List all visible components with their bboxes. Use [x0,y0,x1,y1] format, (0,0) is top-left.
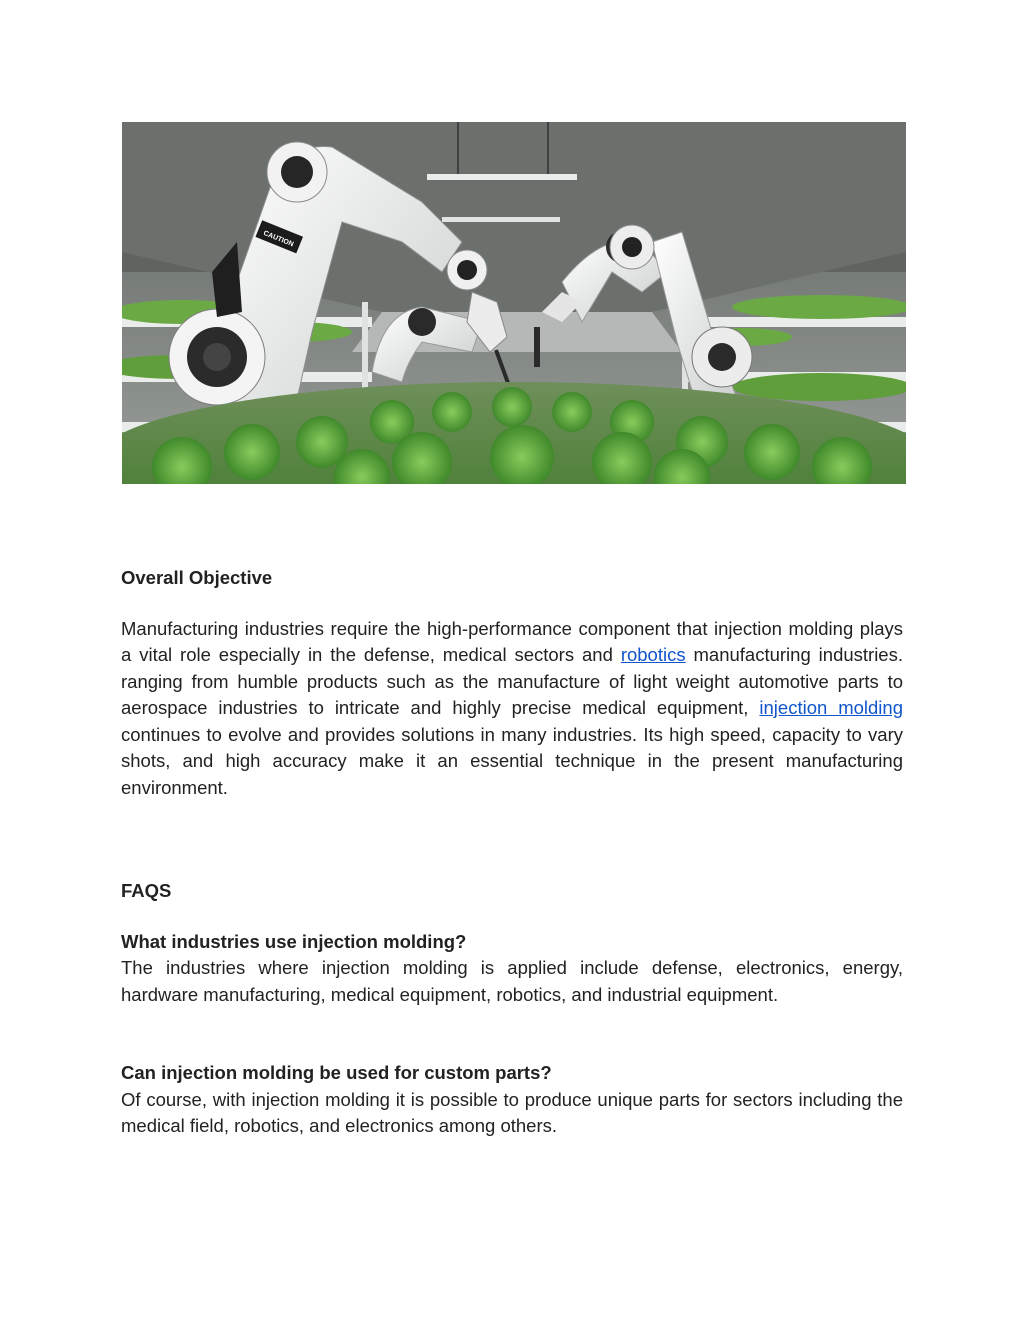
objective-text-part1: Manufacturing industries require the high-performance component that injection molding plays a vital role especially in the defense, medical sectors and [121,617,903,665]
caution-label: CAUTION [262,229,295,249]
faq-answer: The industries where injection molding is applied include defense, electronics, energy, hardware manufacturing, medical equipment, robotics, and industrial equipment. [121,957,903,1005]
main-content [121,565,903,1140]
hero-image [122,122,906,484]
objective-heading: Overall Objective [121,567,273,588]
faq-question: Can injection molding be used for custom parts? [121,1062,552,1083]
objective-text-part2: manufacturing industries. ranging from humble products such as the manufacture of light weight automotive parts to aerospace industries to intricate and highly precise medical equipment, [121,644,903,718]
faq-item [121,929,903,1009]
objective-paragraph [121,616,903,802]
objective-text-part3: continues to evolve and provides solutions in many industries. Its high speed, capacity to vary shots, and high accuracy make it an essential technique in the present manufacturing environment. [121,723,903,798]
robotics-link[interactable]: robotics [620,644,686,665]
faq-answer: Of course, with injection molding it is possible to produce unique parts for sectors including the medical field, robotics, and electronics among others. [121,1088,903,1136]
faqs-heading: FAQS [121,880,172,901]
injection-molding-link[interactable]: injection molding [759,697,903,718]
faq-item [121,1060,903,1140]
faq-question: What industries use injection molding? [121,930,467,952]
